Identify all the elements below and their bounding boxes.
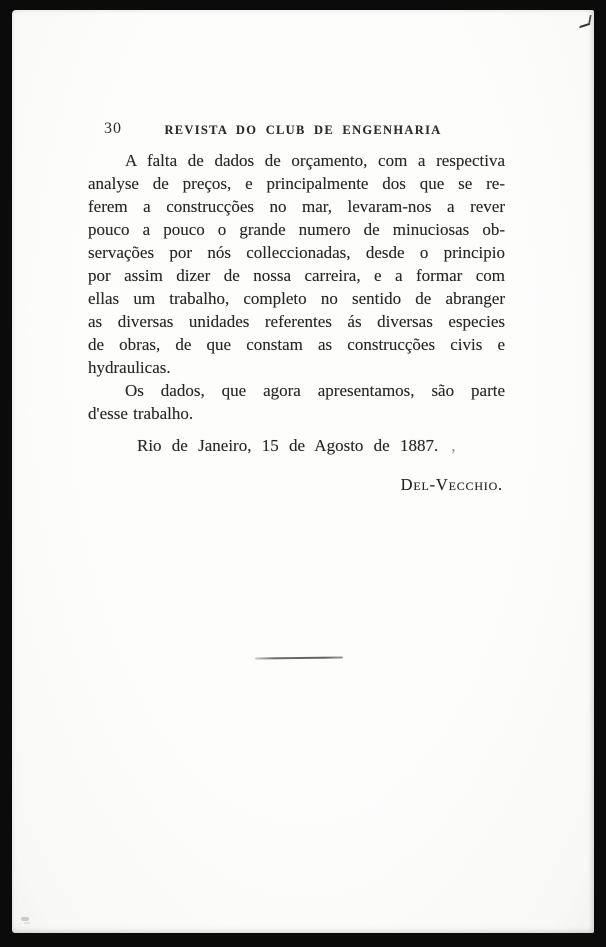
body-text-line: ferem a construcções no mar, levaram-nos a rever: [88, 197, 505, 216]
scan-corner-artifact: [579, 15, 591, 28]
body-text-block: [88, 149, 505, 496]
body-text-line: A falta de dados de orçamento, com a respectiva: [125, 151, 505, 170]
body-text-line: d'esse trabalho.: [88, 404, 194, 423]
dateline: [88, 434, 505, 457]
signature: Del-Vecchio.: [400, 475, 503, 494]
body-text-line: de obras, de que constam as construcções civis e: [88, 335, 505, 354]
dateline-text: Rio de Janeiro, 15 de Agosto de 1887.: [137, 436, 439, 455]
body-text-line: por assim dizer de nossa carreira, e a formar com: [88, 266, 505, 285]
dateline-stray-mark: ,: [451, 436, 456, 455]
body-text-line: servações por nós colleccionadas, desde o principio: [88, 243, 505, 262]
scan-speck-artifact: [21, 917, 29, 921]
body-text-line: hydraulicas.: [88, 358, 171, 377]
body-text-line: pouco a pouco o grande numero de minuciosas ob-: [88, 220, 505, 239]
book-page: [12, 10, 594, 933]
paragraphs: [88, 149, 505, 425]
body-text-line: analyse de preços, e principalmente dos que se re-: [88, 174, 505, 193]
running-head-title: REVISTA DO CLUB DE ENGENHARIA: [164, 123, 442, 137]
section-divider-rule: [255, 657, 343, 660]
body-text-line: Os dados, que agora apresentamos, são parte: [125, 381, 505, 400]
page-number: 30: [104, 120, 122, 137]
body-text-line: ellas um trabalho, completo no sentido de abranger: [88, 289, 505, 308]
body-text-line: as diversas unidades referentes ás diversas especies: [88, 312, 505, 331]
